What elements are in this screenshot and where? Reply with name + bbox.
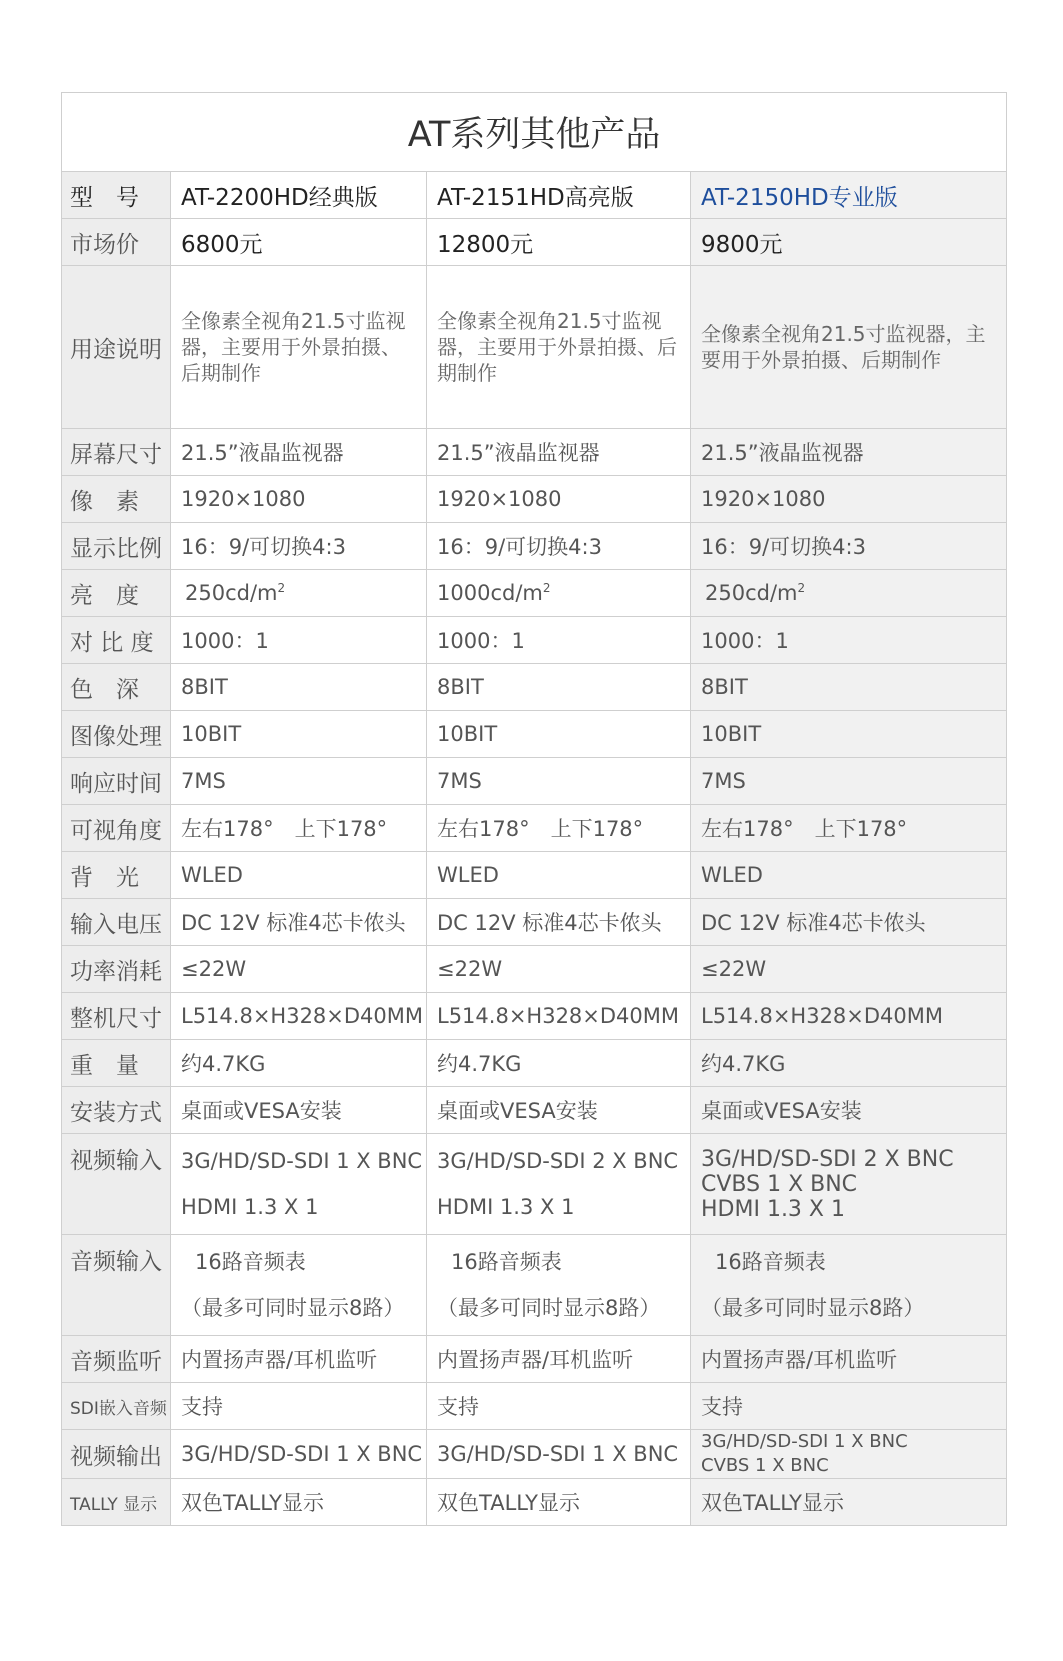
row-label: 音频监听: [62, 1336, 171, 1383]
row-label: 用途说明: [62, 266, 171, 429]
spec-row: [62, 758, 1007, 805]
spec-value: 3G/HD/SD-SDI 1 X BNC: [171, 1430, 427, 1479]
spec-line: （最多可同时显示8路）: [181, 1296, 405, 1320]
usage-row: [62, 266, 1007, 429]
spec-value: 21.5”液晶监视器: [427, 429, 691, 476]
row-label: 色 深: [62, 664, 171, 711]
spec-value: 10BIT: [427, 711, 691, 758]
spec-value: L514.8×H328×D40MM: [691, 993, 1007, 1040]
row-label: 视频输出: [62, 1430, 171, 1479]
spec-row: [62, 523, 1007, 570]
spec-value: 约4.7KG: [691, 1040, 1007, 1087]
spec-value: [691, 1430, 1007, 1479]
spec-row: [62, 805, 1007, 852]
title-row: [62, 93, 1007, 172]
spec-value: 支持: [171, 1383, 427, 1430]
unit-superscript: 2: [542, 581, 551, 595]
row-label: 输入电压: [62, 899, 171, 946]
row-label: 背 光: [62, 852, 171, 899]
spec-value: 约4.7KG: [171, 1040, 427, 1087]
spec-value: L514.8×H328×D40MM: [427, 993, 691, 1040]
spec-row: [62, 993, 1007, 1040]
usage-text: 全像素全视角21.5寸监视器，主要用于外景拍摄、后期制作: [691, 266, 1007, 429]
spec-value: 10BIT: [691, 711, 1007, 758]
spec-value: [427, 570, 691, 617]
spec-line: 3G/HD/SD-SDI 1 X BNC: [701, 1431, 908, 1452]
spec-line: （最多可同时显示8路）: [701, 1296, 925, 1320]
spec-value: [171, 1134, 427, 1235]
spec-value: 7MS: [171, 758, 427, 805]
row-label: TALLY 显示: [62, 1479, 171, 1526]
unit-superscript: 2: [277, 581, 286, 595]
spec-value: DC 12V 标准4芯卡侬头: [691, 899, 1007, 946]
spec-line: 3G/HD/SD-SDI 2 X BNC: [701, 1146, 954, 1172]
spec-value: ≤22W: [427, 946, 691, 993]
spec-table: [61, 92, 1007, 1526]
spec-value: DC 12V 标准4芯卡侬头: [171, 899, 427, 946]
model-name: AT-2150HD专业版: [701, 184, 898, 211]
spec-line: CVBS 1 X BNC: [701, 1171, 858, 1197]
spec-value: 1920×1080: [427, 476, 691, 523]
spec-row: [62, 664, 1007, 711]
spec-value: 8BIT: [171, 664, 427, 711]
spec-line: 16路音频表: [451, 1250, 562, 1274]
spec-value: 支持: [691, 1383, 1007, 1430]
spec-value: 1000：1: [427, 617, 691, 664]
spec-value: 左右178° 上下178°: [171, 805, 427, 852]
row-label: 响应时间: [62, 758, 171, 805]
spec-value: 支持: [427, 1383, 691, 1430]
price-row: [62, 219, 1007, 266]
spec-value: 1920×1080: [691, 476, 1007, 523]
model-name: AT-2200HD经典版: [171, 172, 427, 219]
table-title: AT系列其他产品: [62, 93, 1007, 172]
spec-value: 16：9/可切换4:3: [171, 523, 427, 570]
price-value: 12800元: [427, 219, 691, 266]
spec-value: 10BIT: [171, 711, 427, 758]
spec-line: （最多可同时显示8路）: [437, 1296, 661, 1320]
usage-text: 全像素全视角21.5寸监视器，主要用于外景拍摄、后期制作: [171, 266, 427, 429]
spec-value: 3G/HD/SD-SDI 1 X BNC: [427, 1430, 691, 1479]
spec-value: 双色TALLY显示: [691, 1479, 1007, 1526]
spec-row: [62, 711, 1007, 758]
row-label: 功率消耗: [62, 946, 171, 993]
spec-value: [427, 1235, 691, 1336]
row-label: 市场价: [62, 219, 171, 266]
tally-row: [62, 1479, 1007, 1526]
brightness-value: 250cd/m: [185, 581, 278, 605]
spec-value: 7MS: [427, 758, 691, 805]
spec-row: [62, 946, 1007, 993]
row-label: 重 量: [62, 1040, 171, 1087]
row-label: 安装方式: [62, 1087, 171, 1134]
row-label: 显示比例: [62, 523, 171, 570]
spec-line: 16路音频表: [195, 1250, 306, 1274]
spec-value: WLED: [427, 852, 691, 899]
row-label: 图像处理: [62, 711, 171, 758]
spec-value: 内置扬声器/耳机监听: [171, 1336, 427, 1383]
spec-value: 左右178° 上下178°: [691, 805, 1007, 852]
spec-value: WLED: [691, 852, 1007, 899]
spec-value: 7MS: [691, 758, 1007, 805]
spec-value: 桌面或VESA安装: [171, 1087, 427, 1134]
spec-value: L514.8×H328×D40MM: [171, 993, 427, 1040]
unit-superscript: 2: [797, 581, 806, 595]
row-label: 音频输入: [62, 1235, 171, 1336]
model-name-highlight: [691, 172, 1007, 219]
row-label: 亮 度: [62, 570, 171, 617]
spec-value: 1920×1080: [171, 476, 427, 523]
video-input-row: [62, 1134, 1007, 1235]
spec-value: 左右178° 上下178°: [427, 805, 691, 852]
spec-value: 1000：1: [691, 617, 1007, 664]
spec-value: 8BIT: [427, 664, 691, 711]
model-name: AT-2151HD高亮版: [427, 172, 691, 219]
row-label: 像 素: [62, 476, 171, 523]
brightness-value: 1000cd/m: [437, 581, 543, 605]
row-label: SDI嵌入音频: [62, 1383, 171, 1430]
spec-value: 内置扬声器/耳机监听: [427, 1336, 691, 1383]
row-label: 对 比 度: [62, 617, 171, 664]
spec-value: 内置扬声器/耳机监听: [691, 1336, 1007, 1383]
spec-row: [62, 617, 1007, 664]
spec-line: 3G/HD/SD-SDI 2 X BNC: [437, 1149, 679, 1173]
spec-value: 桌面或VESA安装: [427, 1087, 691, 1134]
price-value: 9800元: [691, 219, 1007, 266]
spec-value: [171, 570, 427, 617]
spec-line: 3G/HD/SD-SDI 1 X BNC: [181, 1149, 423, 1173]
spec-value: ≤22W: [691, 946, 1007, 993]
spec-row: [62, 1336, 1007, 1383]
spec-line: HDMI 1.3 X 1: [181, 1195, 319, 1219]
spec-row: [62, 1087, 1007, 1134]
spec-value: 16：9/可切换4:3: [427, 523, 691, 570]
spec-row: [62, 1383, 1007, 1430]
video-output-row: [62, 1430, 1007, 1479]
spec-row: [62, 1040, 1007, 1087]
row-label: 整机尺寸: [62, 993, 171, 1040]
spec-value: [691, 1134, 1007, 1235]
spec-value: 约4.7KG: [427, 1040, 691, 1087]
row-label: 型 号: [62, 172, 171, 219]
spec-value: 16：9/可切换4:3: [691, 523, 1007, 570]
spec-value: 21.5”液晶监视器: [691, 429, 1007, 476]
spec-value: DC 12V 标准4芯卡侬头: [427, 899, 691, 946]
price-value: 6800元: [171, 219, 427, 266]
spec-line: HDMI 1.3 X 1: [701, 1196, 845, 1222]
spec-value: 8BIT: [691, 664, 1007, 711]
spec-row: [62, 429, 1007, 476]
spec-value: [691, 1235, 1007, 1336]
brightness-value: 250cd/m: [705, 581, 798, 605]
audio-input-row: [62, 1235, 1007, 1336]
spec-value: [427, 1134, 691, 1235]
spec-value: [691, 570, 1007, 617]
row-label: 屏幕尺寸: [62, 429, 171, 476]
spec-table-container: [61, 92, 1006, 1526]
spec-line: CVBS 1 X BNC: [701, 1455, 829, 1476]
spec-line: HDMI 1.3 X 1: [437, 1195, 575, 1219]
spec-line: 16路音频表: [715, 1250, 826, 1274]
spec-value: ≤22W: [171, 946, 427, 993]
row-label: 可视角度: [62, 805, 171, 852]
spec-value: 双色TALLY显示: [427, 1479, 691, 1526]
usage-text: 全像素全视角21.5寸监视器，主要用于外景拍摄、后期制作: [427, 266, 691, 429]
spec-value: 桌面或VESA安装: [691, 1087, 1007, 1134]
brightness-row: [62, 570, 1007, 617]
spec-value: 双色TALLY显示: [171, 1479, 427, 1526]
spec-value: [171, 1235, 427, 1336]
model-row: [62, 172, 1007, 219]
spec-row: [62, 852, 1007, 899]
spec-row: [62, 899, 1007, 946]
spec-row: [62, 476, 1007, 523]
spec-value: 1000：1: [171, 617, 427, 664]
spec-value: WLED: [171, 852, 427, 899]
row-label: 视频输入: [62, 1134, 171, 1235]
spec-value: 21.5”液晶监视器: [171, 429, 427, 476]
